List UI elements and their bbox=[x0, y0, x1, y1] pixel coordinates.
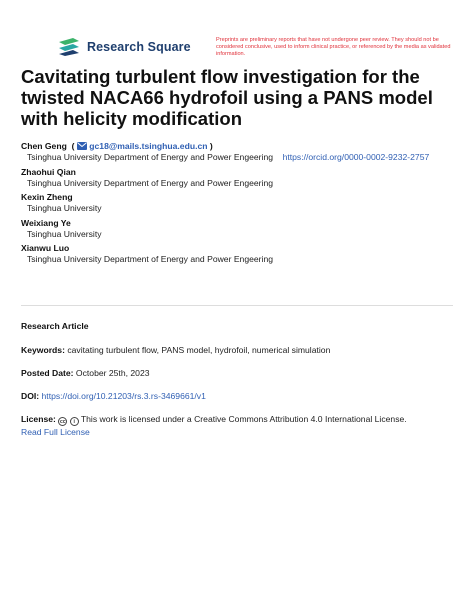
posted-date-line bbox=[21, 367, 461, 379]
paper-title: Cavitating turbulent flow investigation for the twisted NACA66 hydrofoil using a PANS model with helicity modification bbox=[21, 66, 433, 129]
article-type bbox=[21, 320, 461, 332]
brand-name: Research Square bbox=[87, 40, 191, 54]
email-open-paren: ( bbox=[69, 141, 75, 151]
section-divider bbox=[21, 305, 453, 306]
author-email-link[interactable] bbox=[77, 141, 210, 151]
author-affiliation: Tsinghua University Department of Energy and Power Engeering bbox=[27, 254, 274, 264]
creative-commons-icon: cc bbox=[59, 419, 66, 425]
author-name: Zhaohui Qian bbox=[21, 166, 76, 177]
author-affiliation: Tsinghua University bbox=[27, 203, 102, 213]
keywords-label: Keywords: bbox=[21, 345, 65, 355]
posted-date-label: Posted Date: bbox=[21, 368, 74, 378]
article-type-text: Research Article bbox=[21, 321, 89, 331]
author-email: gc18@mails.tsinghua.edu.cn bbox=[89, 141, 208, 151]
doi-link[interactable]: https://doi.org/10.21203/rs.3.rs-3469661/v1 bbox=[41, 391, 206, 401]
author-list bbox=[21, 141, 461, 266]
research-square-logo-icon bbox=[57, 38, 81, 56]
license-label: License: bbox=[21, 414, 56, 424]
author-name bbox=[21, 141, 461, 152]
affiliation-text: Tsinghua University Department of Energy and Power Engeering bbox=[27, 152, 274, 162]
envelope-icon bbox=[77, 142, 87, 150]
orcid-link[interactable]: https://orcid.org/0000-0002-9232-2757 bbox=[282, 152, 430, 162]
keywords-line bbox=[21, 344, 461, 356]
preprint-disclaimer: Preprints are preliminary reports that have not undergone peer review. They should not be considered conclusive, used to inform clinical practice, or referenced by the media as validated information. bbox=[216, 37, 451, 58]
doi-line bbox=[21, 390, 461, 402]
read-full-license-link[interactable]: Read Full License bbox=[21, 427, 90, 437]
author-affiliation: Tsinghua University Department of Energy and Power Engeering bbox=[27, 177, 274, 188]
author-affiliation bbox=[21, 152, 461, 164]
author-name: Kexin Zheng bbox=[21, 192, 73, 202]
author-name-text: Chen Geng bbox=[21, 141, 67, 151]
attribution-icon: i bbox=[70, 417, 79, 426]
research-square-logo[interactable] bbox=[57, 38, 191, 56]
email-close-paren: ) bbox=[209, 141, 213, 151]
posted-date-value: October 25th, 2023 bbox=[75, 368, 150, 378]
author-name: Xianwu Luo bbox=[21, 243, 70, 253]
license-line bbox=[21, 413, 461, 438]
author-affiliation: Tsinghua University bbox=[27, 228, 102, 239]
doi-label: DOI: bbox=[21, 391, 40, 401]
license-text: This work is licensed under a Creative Commons Attribution 4.0 International License. bbox=[80, 414, 407, 424]
keywords-value: cavitating turbulent flow, PANS model, hydrofoil, numerical simulation bbox=[67, 345, 331, 355]
author-name: Weixiang Ye bbox=[21, 217, 71, 228]
